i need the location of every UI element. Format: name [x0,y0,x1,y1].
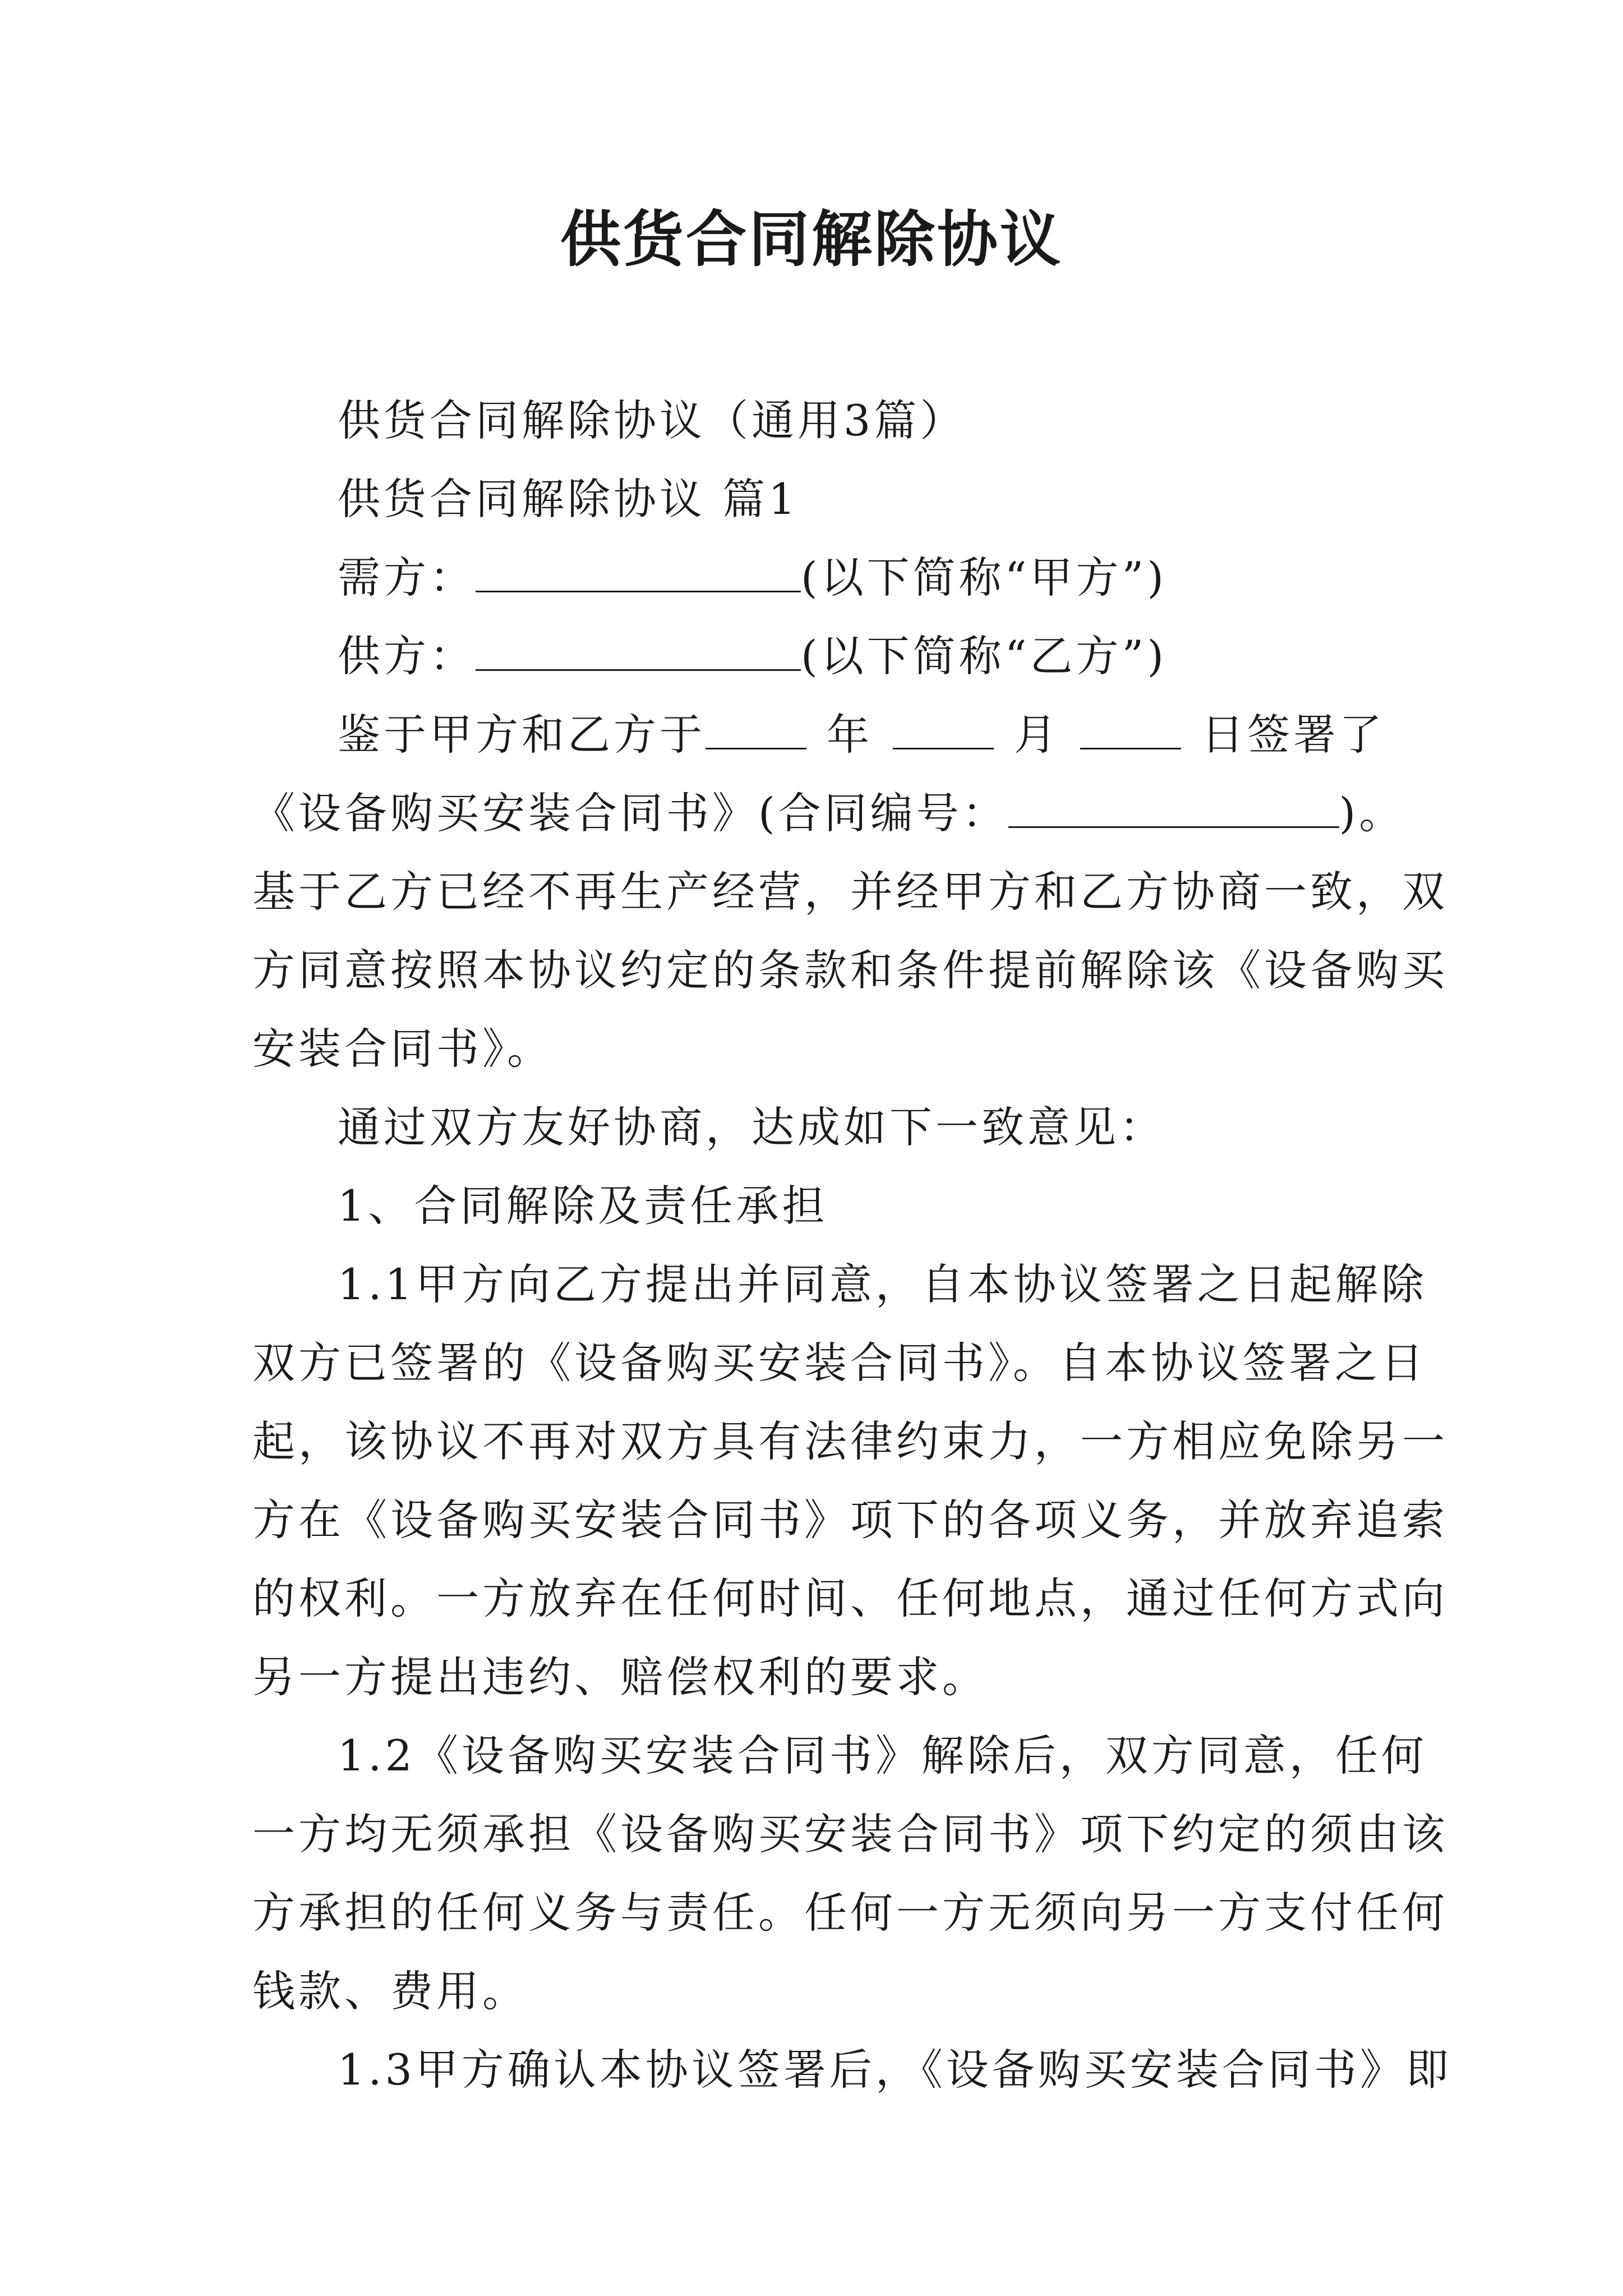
clause-1-1-line: 双方已签署的《设备购买安装合同书》。自本协议签署之日 [252,1338,1427,1388]
recital-line-5: 安装合同书》。 [252,1024,553,1074]
recital-line-1 [252,696,1385,774]
recital-line-2 [252,774,1405,853]
recital-start: 鉴于甲方和乙方于 [338,710,706,760]
supply-party-blank[interactable] [476,634,801,671]
contract-prefix: 《设备购买安装合同书》(合同编号： [252,788,1008,838]
recital-month: 月 [1014,710,1060,760]
clause-1-1-line: 起，该协议不再对双方具有法律约束力，一方相应免除另一 [252,1416,1448,1466]
demand-party-label: 需方： [338,553,476,602]
clause-1-2-line: 方承担的任何义务与责任。任何一方无须向另一方支付任何 [252,1888,1448,1938]
clause-1-1-line: 另一方提出违约、赔偿权利的要求。 [252,1652,988,1702]
clause-1-1-line: 1.1甲方向乙方提出并同意，自本协议签署之日起解除 [338,1259,1427,1309]
demand-party-suffix: (以下简称“甲方”) [801,553,1168,602]
recital-line-4: 方同意按照本协议约定的条款和条件提前解除该《设备购买 [252,945,1448,995]
day-blank[interactable] [1080,713,1181,749]
demand-party-blank[interactable] [476,556,801,592]
section-1-heading: 1、合同解除及责任承担 [338,1181,828,1231]
consensus-line: 通过双方友好协商，达成如下一致意见： [338,1102,1165,1152]
month-blank[interactable] [893,713,994,749]
document-body [252,381,1452,2109]
recital-year: 年 [827,710,873,760]
contract-suffix: )。 [1339,788,1405,838]
clause-1-1-line: 的权利。一方放弃在任何时间、任何地点，通过任何方式向 [252,1573,1448,1623]
heading-general: 供货合同解除协议（通用3篇） [338,395,966,445]
supply-party-label: 供方： [338,631,476,681]
clause-1-3-line: 1.3甲方确认本协议签署后，《设备购买安装合同书》即 [338,2045,1452,2095]
heading-part: 供货合同解除协议 篇1 [338,474,799,524]
year-blank[interactable] [706,713,806,749]
recital-line-3: 基于乙方已经不再生产经营，并经甲方和乙方协商一致，双 [252,867,1448,917]
document-title: 供货合同解除协议 [560,204,1063,275]
supply-party-line [252,617,1385,696]
supply-party-suffix: (以下简称“乙方”) [801,631,1168,681]
clause-1-2-line: 一方均无须承担《设备购买安装合同书》项下约定的须由该 [252,1809,1448,1859]
recital-day-tail: 日签署了 [1201,710,1385,760]
clause-1-2-line: 1.2《设备购买安装合同书》解除后，双方同意，任何 [338,1731,1427,1780]
demand-party-line [252,539,1385,617]
clause-1-1-line: 方在《设备购买安装合同书》项下的各项义务，并放弃追索 [252,1495,1448,1545]
clause-1-2-line: 钱款、费用。 [252,1966,528,2016]
contract-number-blank[interactable] [1008,792,1339,828]
